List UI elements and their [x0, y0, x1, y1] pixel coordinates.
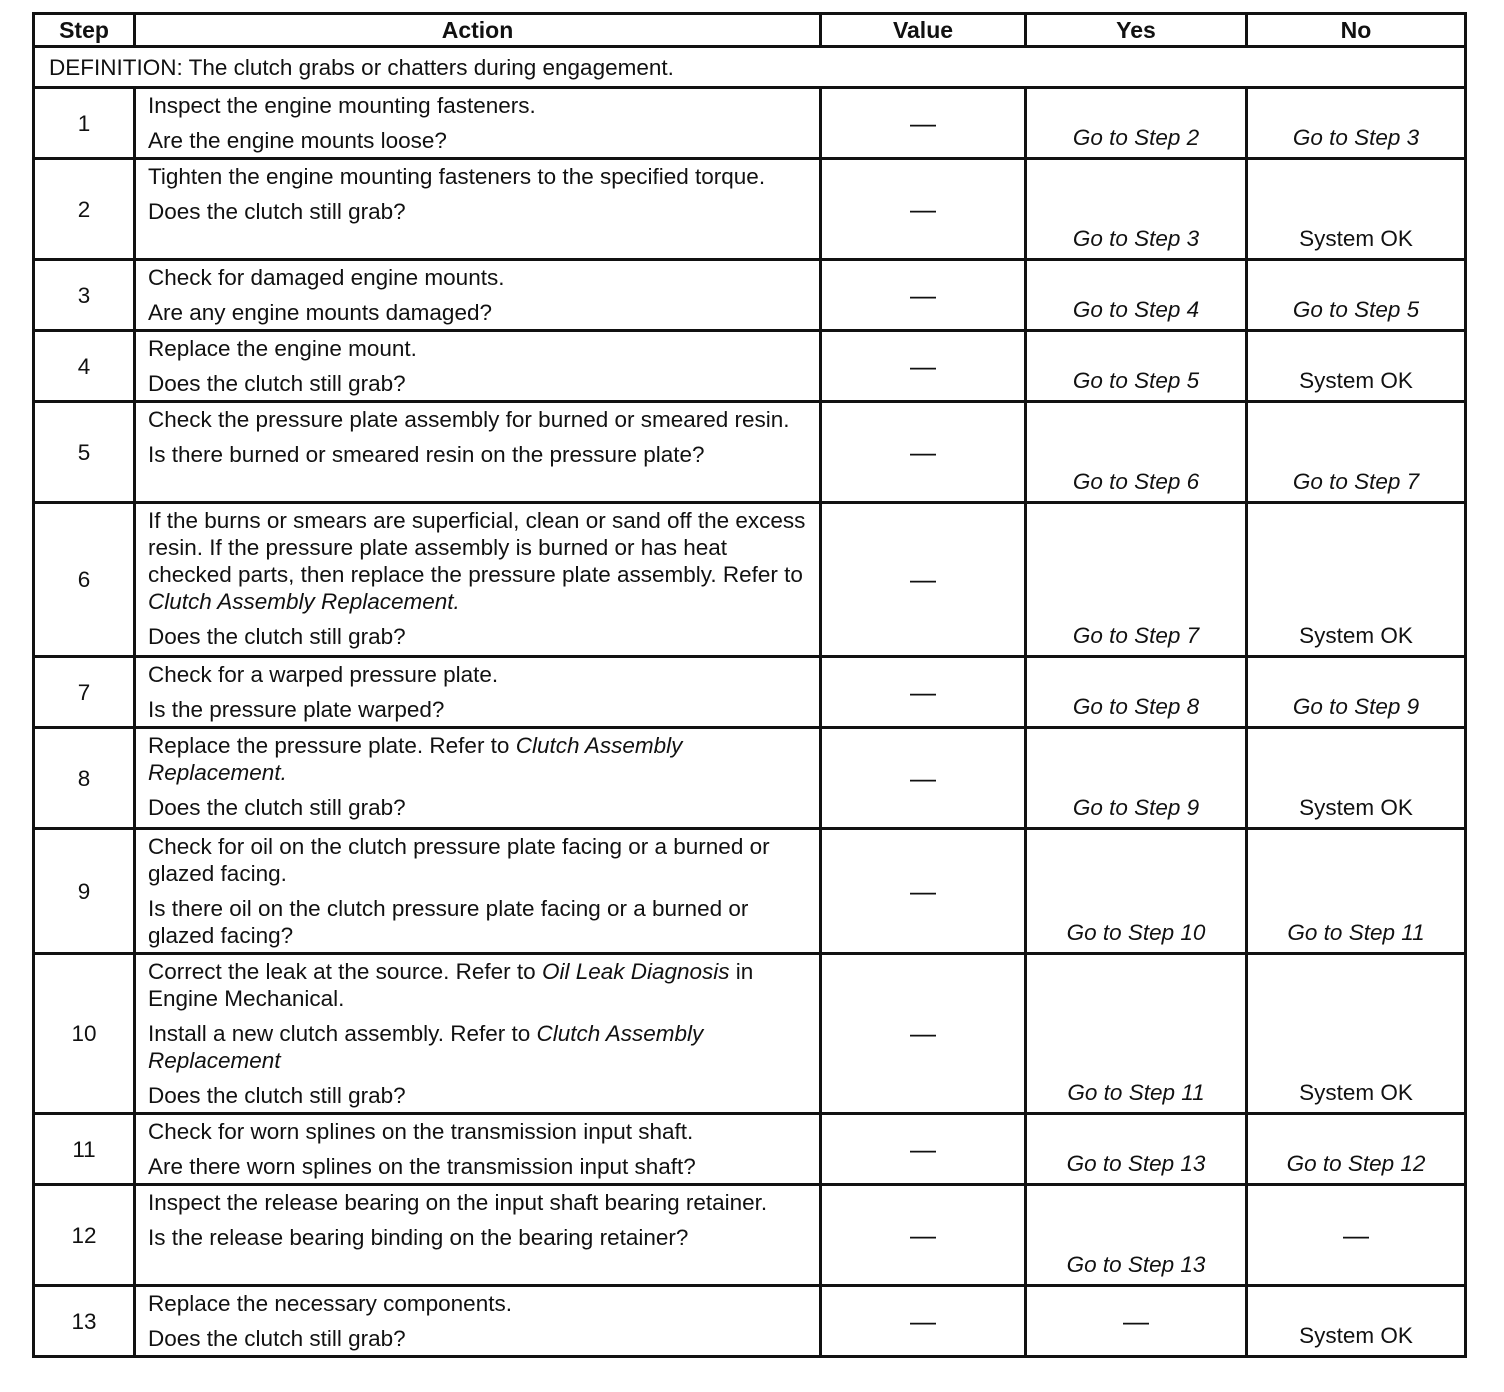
action-segment: Are the engine mounts loose? [148, 128, 447, 153]
header-row [34, 14, 1466, 47]
action-segment: Replace the pressure plate. Refer to [148, 733, 516, 758]
value-cell: — [821, 657, 1026, 728]
action-text [135, 402, 821, 503]
action-paragraph [148, 895, 811, 949]
action-segment: Replace the engine mount. [148, 336, 417, 361]
action-paragraph [148, 833, 811, 887]
value-cell: — [821, 954, 1026, 1114]
no-result: Go to Step 11 [1247, 829, 1466, 954]
action-paragraph [148, 370, 811, 397]
action-paragraph [148, 732, 811, 786]
action-segment: Tighten the engine mounting fasteners to the specified torque. [148, 164, 766, 189]
action-segment: Is the release bearing binding on the bearing retainer? [148, 1225, 689, 1250]
action-text [135, 1114, 821, 1185]
no-result: — [1247, 1185, 1466, 1286]
action-paragraph [148, 661, 811, 688]
action-text [135, 1185, 821, 1286]
step-number: 10 [34, 954, 135, 1114]
action-paragraph [148, 507, 811, 615]
yes-result: Go to Step 3 [1026, 159, 1247, 260]
step-number: 5 [34, 402, 135, 503]
action-text [135, 728, 821, 829]
step-number: 9 [34, 829, 135, 954]
value-cell: — [821, 1185, 1026, 1286]
table-body [34, 47, 1466, 1357]
yes-result: Go to Step 9 [1026, 728, 1247, 829]
yes-result: Go to Step 6 [1026, 402, 1247, 503]
action-paragraph [148, 1020, 811, 1074]
action-text [135, 331, 821, 402]
action-segment: Does the clutch still grab? [148, 199, 406, 224]
no-result: Go to Step 3 [1247, 88, 1466, 159]
action-paragraph [148, 1082, 811, 1109]
yes-result: Go to Step 13 [1026, 1185, 1247, 1286]
table-row [34, 1185, 1466, 1286]
step-number: 12 [34, 1185, 135, 1286]
action-segment: in Engine Mechanical. [148, 959, 754, 1011]
action-segment: Is there burned or smeared resin on the pressure plate? [148, 442, 705, 467]
action-paragraph [148, 958, 811, 1012]
value-cell: — [821, 728, 1026, 829]
value-cell: — [821, 159, 1026, 260]
table-row [34, 1114, 1466, 1185]
action-paragraph [148, 163, 811, 190]
no-result: System OK [1247, 159, 1466, 260]
step-number: 3 [34, 260, 135, 331]
action-segment: If the burns or smears are superficial, clean or sand off the excess resin. If the pressure plate assembly is burned or has heat checked parts, then replace the pressure plate assembly. Refer to [148, 508, 806, 587]
action-paragraph [148, 441, 811, 468]
reference-link-text: Clutch Assembly Replacement [148, 1021, 704, 1073]
step-number: 11 [34, 1114, 135, 1185]
value-cell: — [821, 1286, 1026, 1357]
reference-link-text: Clutch Assembly Replacement. [148, 733, 683, 785]
action-segment: Inspect the engine mounting fasteners. [148, 93, 536, 118]
action-segment: Are there worn splines on the transmission input shaft? [148, 1154, 696, 1179]
yes-result: Go to Step 13 [1026, 1114, 1247, 1185]
action-paragraph [148, 1153, 811, 1180]
no-result: System OK [1247, 331, 1466, 402]
no-result: Go to Step 9 [1247, 657, 1466, 728]
header-value: Value [821, 14, 1026, 47]
value-cell: — [821, 503, 1026, 657]
action-segment: Does the clutch still grab? [148, 1083, 406, 1108]
step-number: 4 [34, 331, 135, 402]
action-paragraph [148, 335, 811, 362]
value-cell: — [821, 829, 1026, 954]
step-number: 2 [34, 159, 135, 260]
action-segment: Check for oil on the clutch pressure plate facing or a burned or glazed facing. [148, 834, 770, 886]
action-segment: Correct the leak at the source. Refer to [148, 959, 542, 984]
table-row [34, 954, 1466, 1114]
no-result: Go to Step 5 [1247, 260, 1466, 331]
action-text [135, 88, 821, 159]
yes-result: Go to Step 4 [1026, 260, 1247, 331]
action-text [135, 260, 821, 331]
table-row [34, 331, 1466, 402]
reference-link-text: Oil Leak Diagnosis [541, 959, 730, 984]
value-cell: — [821, 88, 1026, 159]
action-paragraph [148, 794, 811, 821]
step-number: 13 [34, 1286, 135, 1357]
no-result: System OK [1247, 954, 1466, 1114]
header-yes: Yes [1026, 14, 1247, 47]
action-text [135, 829, 821, 954]
action-segment: Replace the necessary components. [148, 1291, 512, 1316]
action-segment: Is there oil on the clutch pressure plate facing or a burned or glazed facing? [148, 896, 749, 948]
action-segment: Does the clutch still grab? [148, 795, 406, 820]
no-result: System OK [1247, 503, 1466, 657]
value-cell: — [821, 260, 1026, 331]
table-row [34, 402, 1466, 503]
action-paragraph [148, 1118, 811, 1145]
table-row [34, 657, 1466, 728]
action-segment: Is the pressure plate warped? [148, 697, 445, 722]
action-segment: Install a new clutch assembly. Refer to [148, 1021, 537, 1046]
action-paragraph [148, 1189, 811, 1216]
action-paragraph [148, 264, 811, 291]
action-paragraph [148, 623, 811, 650]
action-paragraph [148, 299, 811, 326]
diagnostic-table [32, 12, 1467, 1358]
table-row [34, 88, 1466, 159]
yes-result: Go to Step 11 [1026, 954, 1247, 1114]
yes-result: Go to Step 7 [1026, 503, 1247, 657]
action-paragraph [148, 1325, 811, 1352]
table-row [34, 260, 1466, 331]
step-number: 7 [34, 657, 135, 728]
no-result: System OK [1247, 728, 1466, 829]
value-cell: — [821, 1114, 1026, 1185]
step-number: 6 [34, 503, 135, 657]
yes-result: Go to Step 5 [1026, 331, 1247, 402]
action-paragraph [148, 1224, 811, 1251]
action-paragraph [148, 127, 811, 154]
table-row [34, 159, 1466, 260]
header-no: No [1247, 14, 1466, 47]
value-cell: — [821, 402, 1026, 503]
value-cell: — [821, 331, 1026, 402]
action-segment: Does the clutch still grab? [148, 371, 406, 396]
definition-row [34, 47, 1466, 88]
action-segment: Check for worn splines on the transmission input shaft. [148, 1119, 694, 1144]
header-step: Step [34, 14, 135, 47]
action-segment: Does the clutch still grab? [148, 1326, 406, 1351]
action-text [135, 954, 821, 1114]
step-number: 8 [34, 728, 135, 829]
action-segment: Check the pressure plate assembly for burned or smeared resin. [148, 407, 790, 432]
step-number: 1 [34, 88, 135, 159]
yes-result: Go to Step 10 [1026, 829, 1247, 954]
action-text [135, 1286, 821, 1357]
table-row [34, 503, 1466, 657]
action-text [135, 159, 821, 260]
yes-result: Go to Step 8 [1026, 657, 1247, 728]
action-segment: Inspect the release bearing on the input shaft bearing retainer. [148, 1190, 768, 1215]
header-action: Action [135, 14, 821, 47]
action-paragraph [148, 92, 811, 119]
action-paragraph [148, 1290, 811, 1317]
table-row [34, 728, 1466, 829]
reference-link-text: Clutch Assembly Replacement. [148, 589, 460, 614]
table-row [34, 829, 1466, 954]
action-segment: Check for damaged engine mounts. [148, 265, 505, 290]
action-paragraph [148, 696, 811, 723]
action-text [135, 503, 821, 657]
no-result: Go to Step 12 [1247, 1114, 1466, 1185]
action-paragraph [148, 406, 811, 433]
action-segment: Are any engine mounts damaged? [148, 300, 492, 325]
action-text [135, 657, 821, 728]
action-segment: Check for a warped pressure plate. [148, 662, 499, 687]
yes-result: — [1026, 1286, 1247, 1357]
action-paragraph [148, 198, 811, 225]
table-row [34, 1286, 1466, 1357]
no-result: Go to Step 7 [1247, 402, 1466, 503]
yes-result: Go to Step 2 [1026, 88, 1247, 159]
definition-text: DEFINITION: The clutch grabs or chatters during engagement. [34, 47, 1466, 88]
action-segment: Does the clutch still grab? [148, 624, 406, 649]
no-result: System OK [1247, 1286, 1466, 1357]
